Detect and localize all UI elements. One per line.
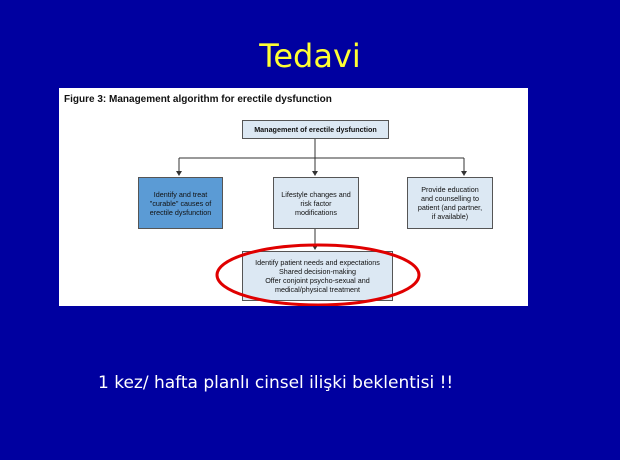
- node-curable-causes: Identify and treat "curable" causes of erectile dysfunction: [138, 177, 223, 229]
- node-education-counselling: Provide education and counselling to patient (and partner, if available): [407, 177, 493, 229]
- node-patient-needs: Identify patient needs and expectations Shared decision-making Offer conjoint psycho-sexual and medical/physical treatment: [242, 251, 393, 301]
- slide-note: 1 kez/ hafta planlı cinsel ilişki beklentisi !!: [98, 373, 454, 393]
- slide-title: Tedavi: [259, 37, 361, 75]
- arrowhead-right: [461, 171, 467, 176]
- arrowhead-bottom: [312, 245, 318, 250]
- node-management: Management of erectile dysfunction: [242, 120, 389, 139]
- figure-caption: Figure 3: Management algorithm for erectile dysfunction: [64, 94, 332, 105]
- node-lifestyle-changes: Lifestyle changes and risk factor modifications: [273, 177, 359, 229]
- figure-panel: [59, 88, 528, 306]
- arrowhead-left: [176, 171, 182, 176]
- arrowhead-middle: [312, 171, 318, 176]
